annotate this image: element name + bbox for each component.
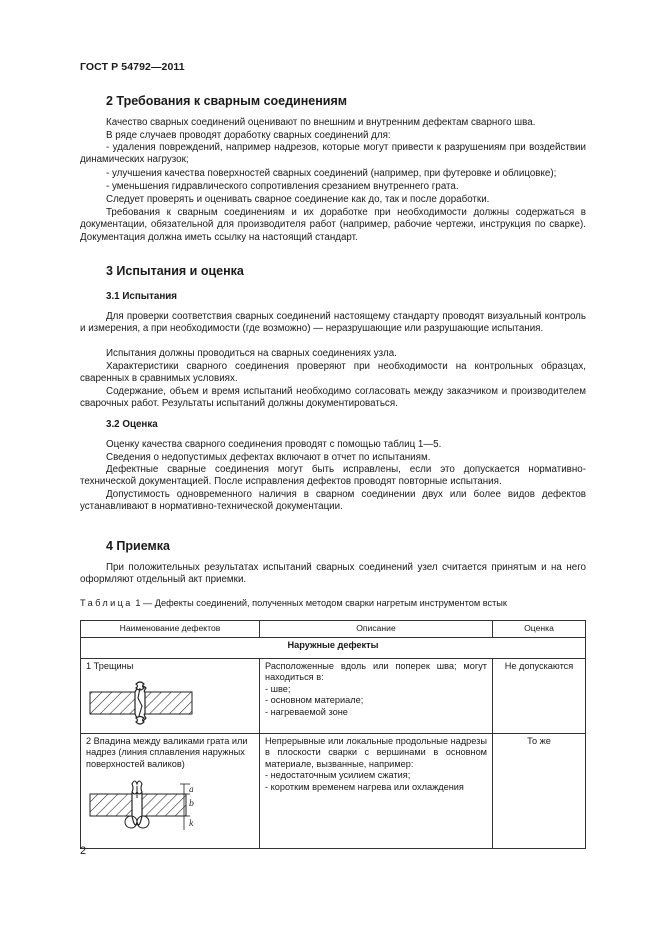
column-header-name: Наименование дефектов bbox=[81, 621, 260, 638]
section-2-list-item-1: - удаления повреждений, например надрезов, которые могут привести к разрушениям при воздействии динамических нагрузок; bbox=[80, 142, 586, 166]
figure-label-a: a bbox=[189, 785, 194, 795]
defect-description-cell bbox=[260, 659, 493, 734]
table-group-row bbox=[81, 638, 586, 659]
section-2-list-item-2: - улучшения качества поверхностей сварных соединений (например, при футеровке и облицовке); bbox=[106, 168, 557, 179]
subsection-3-1-paragraph-3: Характеристики сварного соединения проверяют при необходимости на контрольных образцах, сваренных в сравнимых условиях. bbox=[80, 361, 586, 385]
description-line: - основном материале; bbox=[265, 695, 364, 706]
subsection-3-1-title: 3.1 Испытания bbox=[106, 291, 178, 302]
description-line: - нагреваемой зоне bbox=[265, 706, 348, 717]
section-2-paragraph-3: Следует проверять и оценивать сварное соединение как до, так и после доработки. bbox=[106, 194, 490, 205]
subsection-3-1-paragraph-4: Содержание, объем и время испытаний необходимо согласовать между заказчиком и производителем сварочных работ. Результаты испытаний должны документироваться. bbox=[80, 386, 586, 410]
table-row bbox=[81, 659, 586, 734]
section-2-paragraph-2: В ряде случаев проводят доработку сварных соединений для: bbox=[106, 130, 391, 141]
defect-rating: Не допускаются bbox=[493, 659, 586, 734]
section-2-title: 2 Требования к сварным соединениям bbox=[106, 94, 348, 108]
section-2-paragraph-4: Требования к сварным соединениям и их доработке при необходимости должны содержаться в документации, обязательной для производителя работ (например, рабочие чертежи, инструкция по сварке). Документация должна иметь ссылку на настоящий стандарт. bbox=[80, 207, 586, 243]
column-header-rating: Оценка bbox=[493, 621, 586, 638]
section-4-title: 4 Приемка bbox=[106, 539, 170, 553]
table-caption-word: Таблица bbox=[80, 598, 133, 608]
figure-label-b: b bbox=[189, 799, 195, 809]
column-header-description: Описание bbox=[260, 621, 493, 638]
table-header-row bbox=[81, 621, 586, 638]
defect-name: 1 Трещины bbox=[86, 661, 134, 671]
figure-label-k: k bbox=[189, 819, 194, 829]
defect-name: 2 Впадина между валиками грата или надрез (линия сплавления наружных поверхностей валиков) bbox=[86, 736, 248, 769]
defect-description-cell bbox=[260, 734, 493, 849]
description-line: - коротким временем нагрева или охлаждения bbox=[265, 781, 464, 792]
subsection-3-2-title: 3.2 Оценка bbox=[106, 419, 158, 430]
description-line: Расположенные вдоль или поперек шва; могут находиться в: bbox=[265, 661, 487, 683]
defect-rating: То же bbox=[493, 734, 586, 849]
description-line: - недостаточным усилием сжатия; bbox=[265, 770, 411, 781]
subsection-3-2-paragraph-4: Допустимость одновременного наличия в сварном соединении двух или более видов дефектов устанавливают в нормативно-технической документации. bbox=[80, 489, 586, 513]
defect-name-cell bbox=[81, 659, 260, 734]
document-header: ГОСТ Р 54792—2011 bbox=[80, 61, 185, 73]
notch-weld-figure-icon bbox=[86, 776, 204, 832]
section-2-list-item-3: - уменьшения гидравлического сопротивления срезанием внутреннего грата. bbox=[106, 181, 459, 192]
table-caption bbox=[80, 598, 507, 608]
description-line: - шве; bbox=[265, 683, 291, 694]
table-row bbox=[81, 734, 586, 849]
section-2-paragraph-1: Качество сварных соединений оценивают по внешним и внутренним дефектам сварного шва. bbox=[106, 117, 536, 128]
table-caption-text: 1 — Дефекты соединений, полученных методом сварки нагретым инструментом встык bbox=[132, 598, 507, 608]
description-line: Непрерывные или локальные продольные надрезы в плоскости сварки с вершинами в основном материале, вызванные, например: bbox=[265, 736, 487, 769]
crack-weld-figure-icon bbox=[86, 678, 196, 730]
subsection-3-1-paragraph-1: Для проверки соответствия сварных соединений настоящему стандарту проводят визуальный контроль и измерения, а при необходимости (где возможно) — неразрушающие или разрушающие испытания. bbox=[80, 311, 586, 335]
defect-name-cell bbox=[81, 734, 260, 849]
subsection-3-1-paragraph-2: Испытания должны проводиться на сварных соединениях узла. bbox=[106, 348, 397, 359]
page-number: 2 bbox=[80, 845, 87, 857]
section-3-title: 3 Испытания и оценка bbox=[106, 264, 244, 278]
section-4-paragraph-1: При положительных результатах испытаний сварных соединений узел считается принятым и на него оформляют отдельный акт приемки. bbox=[80, 562, 586, 586]
subsection-3-2-paragraph-1: Оценку качества сварного соединения проводят с помощью таблиц 1—5. bbox=[106, 439, 442, 450]
defects-table bbox=[80, 620, 586, 849]
subsection-3-2-paragraph-3: Дефектные сварные соединения могут быть исправлены, если это допускается нормативно-технической документацией. После исправления дефектов проводят повторные испытания. bbox=[80, 464, 586, 488]
table-group-label: Наружные дефекты bbox=[81, 638, 586, 659]
subsection-3-2-paragraph-2: Сведения о недопустимых дефектах включают в отчет по испытаниям. bbox=[106, 452, 431, 463]
